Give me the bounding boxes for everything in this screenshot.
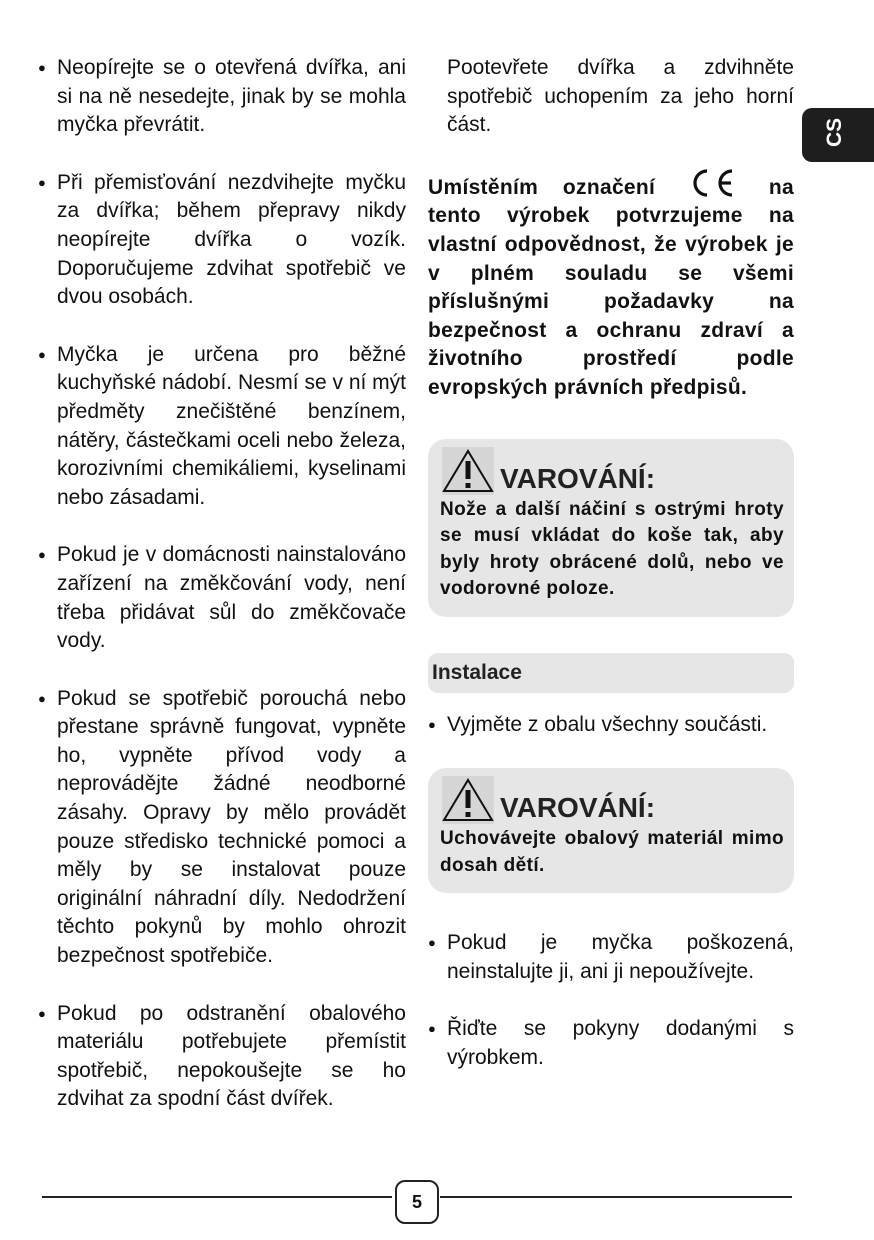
warning-box [428, 768, 794, 893]
warning-box [428, 439, 794, 617]
list-item: ● Při přemisťování nezdvihejte myčku za dvířka; během přepravy nikdy neopírejte dvířka o vozík. Doporučujeme zdvihat spotřebič ve dvou osobách. [38, 169, 406, 312]
list-item: ● Pokud je v domácnosti nainstalováno zařízení na změkčování vody, není třeba přidávat sůl do změkčovače vody. [38, 541, 406, 655]
language-code: CS [823, 117, 846, 147]
list-item: ● Pokud je myčka poškozená, neinstalujte ji, ani ji nepoužívejte. [428, 929, 794, 986]
continued-text: Pootevřete dvířka a zdvihněte spotřebič uchopením za jeho horní část. [447, 56, 794, 137]
list-item: ● Myčka je určena pro běžné kuchyňské nádobí. Nesmí se v ní mýt předměty znečištěné benzínem, nátěry, částečkami oceli nebo železa, korozivními chemikáliemi, kyselinami nebo zásadami. [38, 341, 406, 513]
warning-text: Nože a další náčiní s ostrými hroty se musí vkládat do koše tak, aby byly hroty obrácené dolů, nebo ve vodorovné poloze. [440, 498, 784, 600]
warning-header [440, 776, 784, 824]
warning-title: VAROVÁNÍ: [500, 462, 656, 494]
ce-statement [428, 168, 794, 403]
ce-statement-after: na tento výrobek potvrzujeme na vlastní odpovědnost, že výrobek je v plném souladu se všemi příslušnými požadavky na bezpečnost a ochranu zdraví a životního prostředí podle evropských právních předpisů. [428, 175, 794, 399]
list-item: ● Pokud se spotřebič porouchá nebo přestane správně fungovat, vypněte ho, vypněte přívod vody a neprovádějte žádné neodborné zásahy. Opravy by mělo provádět pouze středisko technické pomoci a měly by se instalovat pouze originální náhradní díly. Nedodržení těchto pokynů by mohlo ohrozit bezpečnost spotřebiče. [38, 685, 406, 971]
footer-rule-right [440, 1196, 792, 1198]
left-column [38, 54, 406, 1143]
right-column [428, 54, 794, 1102]
warning-text: Uchovávejte obalový materiál mimo dosah dětí. [440, 828, 784, 876]
ce-mark-icon [688, 168, 736, 198]
list-item: ● Vyjměte z obalu všechny součásti. [428, 711, 794, 740]
ce-statement-before: Umístěním označení [428, 175, 656, 199]
warning-header [440, 447, 784, 495]
warning-triangle-icon [440, 447, 496, 495]
language-tab [802, 108, 874, 162]
warning-title: VAROVÁNÍ: [500, 792, 656, 824]
list-item: ● Pokud po odstranění obalového materiálu potřebujete přemístit spotřebič, nepokoušejte se ho zdvihat za spodní část dvířek. [38, 1000, 406, 1114]
section-heading: Instalace [428, 653, 794, 693]
list-item: ● Neopírejte se o otevřená dvířka, ani si na ně nesedejte, jinak by se mohla myčka převrátit. [38, 54, 406, 140]
list-item: ● Řiďte se pokyny dodanými s výrobkem. [428, 1015, 794, 1072]
warning-triangle-icon [440, 776, 496, 824]
footer-rule-left [42, 1196, 392, 1198]
page-number: 5 [395, 1180, 439, 1224]
